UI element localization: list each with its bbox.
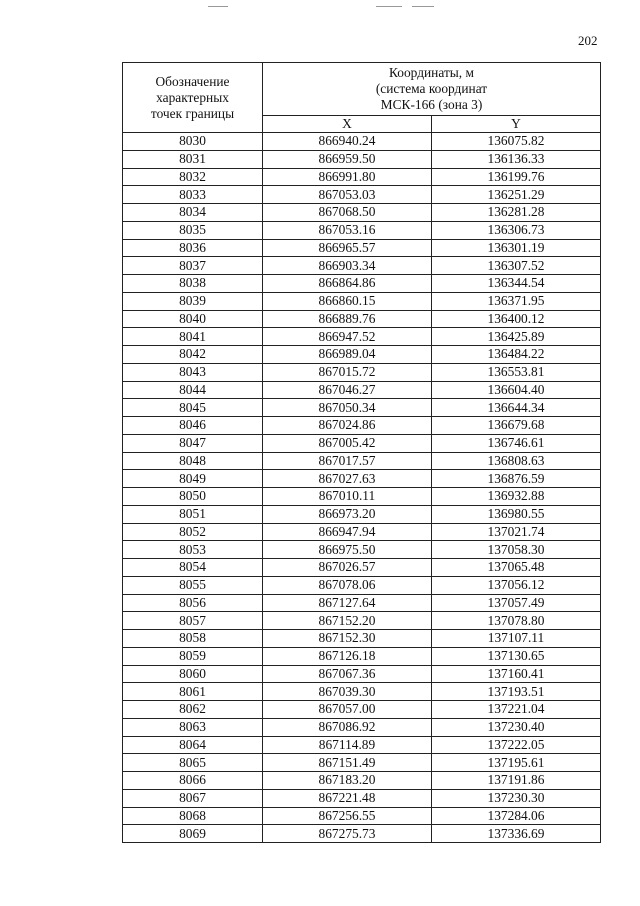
y-coordinate-cell: 137221.04: [432, 701, 601, 719]
table-row: [123, 736, 601, 754]
table-row: [123, 239, 601, 257]
x-coordinate-cell: 866860.15: [263, 292, 432, 310]
x-coordinate-cell: 867010.11: [263, 488, 432, 506]
table-row: [123, 825, 601, 843]
point-id-cell: 8046: [123, 417, 263, 435]
point-header-line: точек границы: [150, 105, 235, 121]
x-coordinate-cell: 867127.64: [263, 594, 432, 612]
point-id-cell: 8030: [123, 133, 263, 151]
point-id-cell: 8043: [123, 363, 263, 381]
x-coordinate-cell: 866947.52: [263, 328, 432, 346]
table-row: [123, 647, 601, 665]
y-coordinate-cell: 136307.52: [432, 257, 601, 275]
point-id-cell: 8067: [123, 789, 263, 807]
y-coordinate-cell: 136199.76: [432, 168, 601, 186]
point-id-cell: 8034: [123, 204, 263, 222]
table-row: [123, 470, 601, 488]
x-coordinate-cell: 866973.20: [263, 505, 432, 523]
point-id-cell: 8039: [123, 292, 263, 310]
x-coordinate-cell: 866991.80: [263, 168, 432, 186]
y-coordinate-cell: 137130.65: [432, 647, 601, 665]
point-id-cell: 8048: [123, 452, 263, 470]
x-coordinate-cell: 867126.18: [263, 647, 432, 665]
point-id-cell: 8063: [123, 718, 263, 736]
y-coordinate-cell: 137065.48: [432, 559, 601, 577]
table-row: [123, 434, 601, 452]
y-coordinate-cell: 136553.81: [432, 363, 601, 381]
y-coordinate-cell: 137078.80: [432, 612, 601, 630]
table-row: [123, 417, 601, 435]
coordinates-table: [122, 62, 601, 843]
x-coordinate-cell: 867057.00: [263, 701, 432, 719]
x-coordinate-cell: 867053.16: [263, 221, 432, 239]
y-coordinate-cell: 136425.89: [432, 328, 601, 346]
table-row: [123, 701, 601, 719]
x-coordinate-cell: 867026.57: [263, 559, 432, 577]
y-coordinate-cell: 136075.82: [432, 133, 601, 151]
y-coordinate-cell: 136679.68: [432, 417, 601, 435]
y-coordinate-cell: 136251.29: [432, 186, 601, 204]
table-row: [123, 275, 601, 293]
x-coordinate-cell: 867005.42: [263, 434, 432, 452]
x-coordinate-cell: 866975.50: [263, 541, 432, 559]
x-coordinate-cell: 867114.89: [263, 736, 432, 754]
point-id-cell: 8054: [123, 559, 263, 577]
y-coordinate-cell: 137222.05: [432, 736, 601, 754]
x-coordinate-cell: 867050.34: [263, 399, 432, 417]
point-id-cell: 8051: [123, 505, 263, 523]
x-coordinate-cell: 867152.20: [263, 612, 432, 630]
table-row: [123, 718, 601, 736]
y-column-header: Y: [432, 116, 601, 133]
x-coordinate-cell: 867046.27: [263, 381, 432, 399]
x-coordinate-cell: 867068.50: [263, 204, 432, 222]
point-id-cell: 8036: [123, 239, 263, 257]
y-coordinate-cell: 136876.59: [432, 470, 601, 488]
point-id-cell: 8068: [123, 807, 263, 825]
point-id-cell: 8056: [123, 594, 263, 612]
y-coordinate-cell: 137056.12: [432, 576, 601, 594]
table-row: [123, 576, 601, 594]
point-id-cell: 8050: [123, 488, 263, 506]
point-id-cell: 8053: [123, 541, 263, 559]
x-coordinate-cell: 866989.04: [263, 346, 432, 364]
table-row: [123, 363, 601, 381]
point-id-cell: 8045: [123, 399, 263, 417]
y-coordinate-cell: 137107.11: [432, 630, 601, 648]
x-coordinate-cell: 867275.73: [263, 825, 432, 843]
table-row: [123, 186, 601, 204]
y-coordinate-cell: 137191.86: [432, 772, 601, 790]
y-coordinate-cell: 137230.30: [432, 789, 601, 807]
table-row: [123, 150, 601, 168]
page-number: 202: [578, 33, 598, 48]
y-coordinate-cell: 136301.19: [432, 239, 601, 257]
x-coordinate-cell: 866947.94: [263, 523, 432, 541]
scan-artifact-line: [208, 6, 228, 7]
point-id-cell: 8055: [123, 576, 263, 594]
table-row: [123, 168, 601, 186]
point-designation-header: [123, 63, 263, 133]
coordinates-header: [263, 63, 601, 116]
scan-artifact-line: [412, 6, 434, 7]
point-id-cell: 8031: [123, 150, 263, 168]
table-row: [123, 541, 601, 559]
point-id-cell: 8064: [123, 736, 263, 754]
point-id-cell: 8035: [123, 221, 263, 239]
point-id-cell: 8058: [123, 630, 263, 648]
table-row: [123, 523, 601, 541]
x-coordinate-cell: 867221.48: [263, 789, 432, 807]
table-row: [123, 559, 601, 577]
point-id-cell: 8059: [123, 647, 263, 665]
y-coordinate-cell: 137058.30: [432, 541, 601, 559]
x-coordinate-cell: 867067.36: [263, 665, 432, 683]
coords-header-line: (система координат: [375, 81, 488, 96]
table-row: [123, 310, 601, 328]
table-row: [123, 292, 601, 310]
point-header-line: характерных: [156, 89, 229, 105]
table-row: [123, 452, 601, 470]
x-column-header: X: [263, 116, 432, 133]
table-row: [123, 488, 601, 506]
table-row: [123, 612, 601, 630]
x-coordinate-cell: 867183.20: [263, 772, 432, 790]
y-coordinate-cell: 136644.34: [432, 399, 601, 417]
x-coordinate-cell: 867039.30: [263, 683, 432, 701]
table-header: [123, 63, 601, 133]
table-row: [123, 630, 601, 648]
point-id-cell: 8061: [123, 683, 263, 701]
point-id-cell: 8060: [123, 665, 263, 683]
x-coordinate-cell: 867152.30: [263, 630, 432, 648]
x-coordinate-cell: 867017.57: [263, 452, 432, 470]
x-coordinate-cell: 867024.86: [263, 417, 432, 435]
point-id-cell: 8037: [123, 257, 263, 275]
point-id-cell: 8041: [123, 328, 263, 346]
scan-artifact-line: [376, 6, 402, 7]
point-id-cell: 8042: [123, 346, 263, 364]
table-row: [123, 257, 601, 275]
y-coordinate-cell: 136484.22: [432, 346, 601, 364]
x-coordinate-cell: 866903.34: [263, 257, 432, 275]
x-coordinate-cell: 866965.57: [263, 239, 432, 257]
x-coordinate-cell: 866889.76: [263, 310, 432, 328]
point-id-cell: 8032: [123, 168, 263, 186]
y-coordinate-cell: 136371.95: [432, 292, 601, 310]
x-coordinate-cell: 867027.63: [263, 470, 432, 488]
point-id-cell: 8044: [123, 381, 263, 399]
y-coordinate-cell: 136746.61: [432, 434, 601, 452]
table-row: [123, 381, 601, 399]
table-row: [123, 754, 601, 772]
y-coordinate-cell: 136980.55: [432, 505, 601, 523]
table-row: [123, 505, 601, 523]
x-coordinate-cell: 866940.24: [263, 133, 432, 151]
point-id-cell: 8069: [123, 825, 263, 843]
y-coordinate-cell: 137336.69: [432, 825, 601, 843]
coords-header-line: Координаты, м: [389, 65, 474, 80]
table-row: [123, 133, 601, 151]
point-id-cell: 8040: [123, 310, 263, 328]
point-id-cell: 8038: [123, 275, 263, 293]
y-coordinate-cell: 136344.54: [432, 275, 601, 293]
y-coordinate-cell: 136306.73: [432, 221, 601, 239]
point-id-cell: 8065: [123, 754, 263, 772]
table-row: [123, 789, 601, 807]
y-coordinate-cell: 137230.40: [432, 718, 601, 736]
table-row: [123, 328, 601, 346]
x-coordinate-cell: 867086.92: [263, 718, 432, 736]
y-coordinate-cell: 137284.06: [432, 807, 601, 825]
y-coordinate-cell: 136932.88: [432, 488, 601, 506]
x-coordinate-cell: 867015.72: [263, 363, 432, 381]
y-coordinate-cell: 136808.63: [432, 452, 601, 470]
table-row: [123, 772, 601, 790]
table-row: [123, 399, 601, 417]
table-row: [123, 346, 601, 364]
table-row: [123, 594, 601, 612]
y-coordinate-cell: 136281.28: [432, 204, 601, 222]
y-coordinate-cell: 137160.41: [432, 665, 601, 683]
point-id-cell: 8033: [123, 186, 263, 204]
x-coordinate-cell: 867256.55: [263, 807, 432, 825]
point-id-cell: 8066: [123, 772, 263, 790]
y-coordinate-cell: 137195.61: [432, 754, 601, 772]
point-header-line: Обозначение: [155, 73, 230, 89]
table-body: [123, 133, 601, 843]
x-coordinate-cell: 867053.03: [263, 186, 432, 204]
y-coordinate-cell: 136136.33: [432, 150, 601, 168]
y-coordinate-cell: 137057.49: [432, 594, 601, 612]
point-id-cell: 8062: [123, 701, 263, 719]
x-coordinate-cell: 866959.50: [263, 150, 432, 168]
x-coordinate-cell: 867078.06: [263, 576, 432, 594]
table-row: [123, 665, 601, 683]
coords-header-line: МСК-166 (зона 3): [380, 97, 483, 112]
table-row: [123, 204, 601, 222]
x-coordinate-cell: 866864.86: [263, 275, 432, 293]
point-id-cell: 8047: [123, 434, 263, 452]
point-id-cell: 8049: [123, 470, 263, 488]
table-row: [123, 221, 601, 239]
point-id-cell: 8052: [123, 523, 263, 541]
y-coordinate-cell: 137193.51: [432, 683, 601, 701]
x-coordinate-cell: 867151.49: [263, 754, 432, 772]
point-id-cell: 8057: [123, 612, 263, 630]
y-coordinate-cell: 136604.40: [432, 381, 601, 399]
table-row: [123, 683, 601, 701]
table-row: [123, 807, 601, 825]
y-coordinate-cell: 137021.74: [432, 523, 601, 541]
y-coordinate-cell: 136400.12: [432, 310, 601, 328]
